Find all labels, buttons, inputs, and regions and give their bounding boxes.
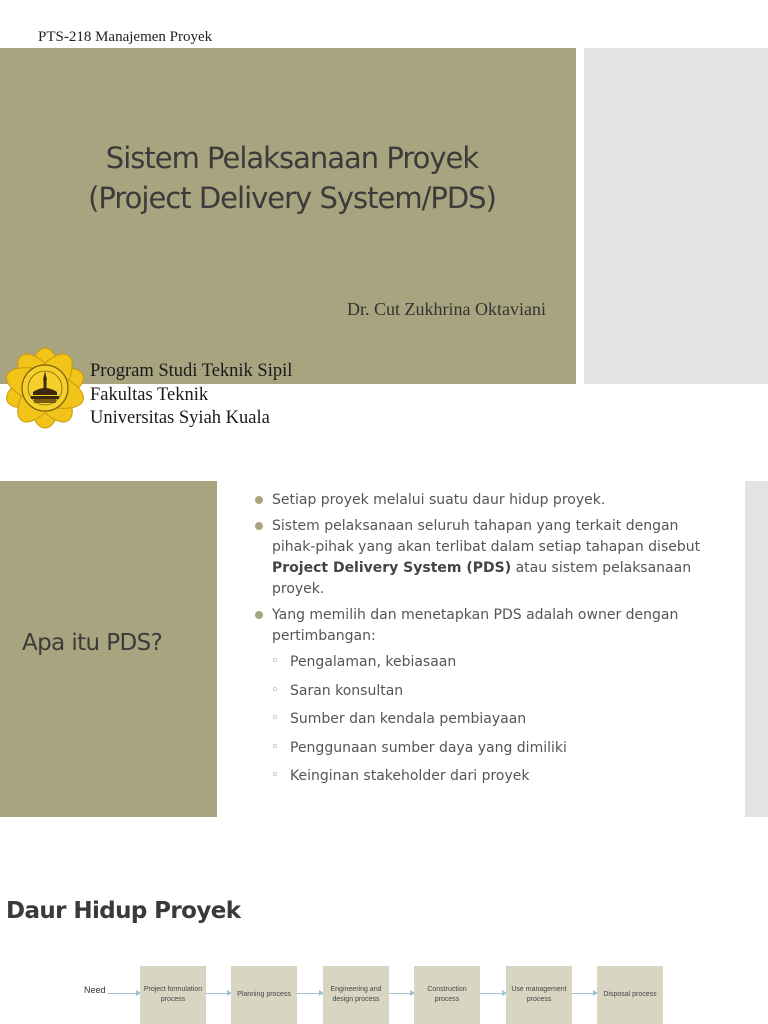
slide-title xyxy=(0,138,584,218)
bullet-text: Sistem pelaksanaan seluruh tahapan yang terkait dengan pihak-pihak yang akan terlibat dalam setiap tahapan disebut xyxy=(272,518,701,555)
need-label: Need xyxy=(84,985,106,995)
flow-arrow xyxy=(297,993,323,994)
lifecycle-slide-title: Daur Hidup Proyek xyxy=(6,898,241,924)
institution-block xyxy=(90,360,292,431)
sub-bullet-item: ◦ Saran konsultan xyxy=(254,681,724,702)
institution-university: Universitas Syiah Kuala xyxy=(90,408,270,428)
bullet-item: Yang memilih dan menetapkan PDS adalah owner dengan pertimbangan: xyxy=(254,605,724,647)
slide-title-line-1: Sistem Pelaksanaan Proyek xyxy=(105,141,479,175)
flow-arrow xyxy=(480,993,506,994)
flow-arrow xyxy=(206,993,231,994)
institution-program: Program Studi Teknik Sipil xyxy=(90,361,293,381)
sub-bullet-item: ◦ Keinginan stakeholder dari proyek xyxy=(254,766,724,787)
flow-step-box: Use management process xyxy=(506,966,572,1024)
title-slide-side-panel xyxy=(584,48,768,384)
course-header: PTS-218 Manajemen Proyek xyxy=(38,29,213,45)
pds-slide-side-panel xyxy=(745,481,768,817)
author-name: Dr. Cut Zukhrina Oktaviani xyxy=(347,299,546,319)
flow-step-box: Planning process xyxy=(231,966,297,1024)
flow-step-box: Construction process xyxy=(414,966,480,1024)
bullet-item: Setiap proyek melalui suatu daur hidup proyek. xyxy=(254,490,724,511)
bullet-text: atau sistem pelaksanaan proyek. xyxy=(272,560,692,597)
sub-bullet-item: ◦ Penggunaan sumber daya yang dimiliki xyxy=(254,738,724,759)
sub-bullet-item: ◦ Sumber dan kendala pembiayaan xyxy=(254,709,724,730)
flow-step-box: Engineering and design process xyxy=(323,966,389,1024)
flow-arrow xyxy=(389,993,414,994)
slide-title-line-2: (Project Delivery System/PDS) xyxy=(88,181,496,215)
sub-bullet-item: ◦ Pengalaman, kebiasaan xyxy=(254,652,724,673)
flow-step-box: Project formulation process xyxy=(140,966,206,1024)
institution-faculty: Fakultas Teknik xyxy=(90,384,209,405)
flow-step-box: Disposal process xyxy=(597,966,663,1024)
bullet-bold-term: Project Delivery System (PDS) xyxy=(272,560,512,576)
flow-arrow xyxy=(108,993,140,994)
pds-bullet-list xyxy=(254,490,724,795)
bullet-item xyxy=(254,516,724,600)
lifecycle-flow-diagram xyxy=(0,955,768,1024)
flow-arrow xyxy=(572,993,597,994)
pds-slide-title: Apa itu PDS? xyxy=(22,630,163,656)
university-logo-icon xyxy=(2,344,88,432)
